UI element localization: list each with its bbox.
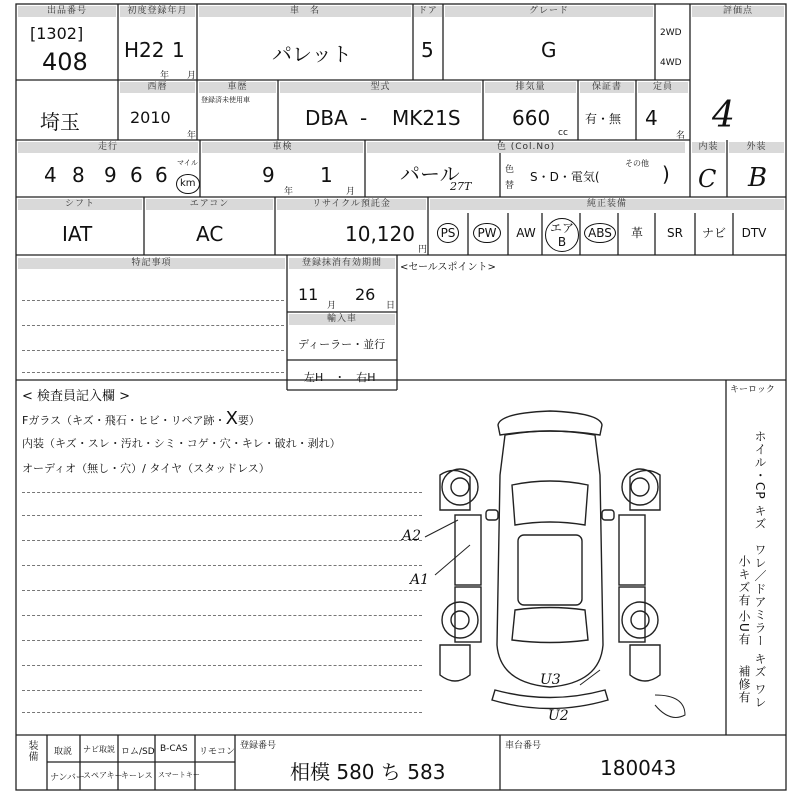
reg-expiry-month: 11: [298, 285, 319, 304]
dashed-rule: [22, 690, 422, 691]
warranty-label: 保証書: [580, 82, 634, 93]
damage-mark-u2: U2: [548, 708, 569, 724]
era-year: H22: [124, 38, 165, 62]
mileage-digit: 8: [72, 163, 85, 187]
rear-bumper: [492, 690, 608, 709]
history-label: 車歴: [199, 82, 276, 93]
history-note: 登録済未使用車: [201, 96, 250, 104]
insp-year: 9: [262, 163, 275, 187]
cc-unit: cc: [558, 128, 568, 138]
lot-code: [1302]: [30, 24, 84, 43]
left-rear-fender: [440, 645, 470, 681]
shift-label: シフト: [18, 199, 142, 210]
left-front-door: [455, 515, 481, 585]
equip-ps: PS: [437, 223, 460, 243]
inspection-title: < 検査員記入欄 >: [22, 389, 131, 404]
equip-navi: ナビ: [701, 226, 726, 240]
drive-4wd: 4WD: [660, 58, 682, 68]
footer-item-plate: ナンバー: [50, 773, 85, 783]
windshield-line: [22, 408, 260, 429]
dashed-rule: [22, 615, 422, 616]
right-front-door: [619, 515, 645, 585]
dashed-rule: [22, 712, 422, 713]
capacity: 4: [645, 106, 658, 130]
chassis-number: 180043: [600, 756, 677, 780]
footer-item-smart-key: スマートキー: [158, 771, 200, 779]
color-code: 27T: [450, 180, 472, 193]
year-unit-2: 年: [187, 131, 197, 141]
import-type: ディーラー・並行: [298, 338, 386, 351]
paint-close: ): [662, 162, 670, 186]
equip-sunroof: SR: [667, 226, 683, 240]
cc-label: 排気量: [485, 82, 576, 93]
dashed-rule: [22, 300, 284, 301]
recycle-amount: 10,120: [345, 222, 415, 246]
windshield-text: Fガラス（キズ・飛石・ヒビ・リペア跡・: [22, 414, 226, 427]
recycle-unit: 円: [418, 245, 428, 255]
equip-airbag: エアB: [545, 218, 579, 252]
wheel-fr: [622, 469, 658, 505]
keylock-label: キーロック: [730, 385, 775, 395]
damage-mark-u3: U3: [540, 672, 561, 688]
displacement: 660: [512, 106, 551, 130]
dashed-rule: [22, 492, 422, 493]
dashed-rule: [22, 540, 422, 541]
interior-line: 内装（キズ・スレ・汚れ・シミ・コゲ・穴・キレ・破れ・剥れ）: [22, 437, 341, 450]
region: 埼玉: [40, 110, 80, 134]
color-sub-1: 色: [505, 165, 515, 175]
reg-day-unit: 日: [386, 301, 396, 311]
reg-expiry-label: 登録抹消有効期間: [289, 258, 395, 269]
inspection-label: 車検: [202, 142, 363, 153]
dashed-rule: [22, 665, 422, 666]
interior-score: C: [698, 165, 717, 193]
capacity-label: 定員: [638, 82, 688, 93]
recycle-label: リサイクル預託金: [277, 199, 426, 210]
damage-mark-a1: A1: [410, 572, 430, 588]
dashed-rule: [22, 565, 422, 566]
equip-leather: 革: [630, 226, 643, 240]
footer-item-rom-sd: ロム/SD: [121, 747, 155, 757]
note-dent: 小U有: [737, 610, 751, 646]
reg-month-unit: 月: [327, 301, 337, 311]
ac-label: エアコン: [146, 199, 273, 210]
warranty: 有・無: [585, 112, 622, 126]
mileage-digit: 9: [104, 163, 117, 187]
reg-month: 1: [172, 38, 185, 62]
insp-month: 1: [320, 163, 333, 187]
body-color: パール: [400, 162, 460, 186]
dashed-rule: [22, 372, 284, 373]
wheel-rl: [442, 602, 478, 638]
dashed-rule: [22, 640, 422, 641]
wheel-fl: [442, 469, 478, 505]
mileage-digit: 6: [155, 163, 168, 187]
aircon: AC: [196, 222, 224, 246]
footer-item-manual: 取説: [54, 747, 73, 757]
lot-number: 408: [42, 48, 88, 76]
audio-tire-line: オーディオ（無し・穴）/ タイヤ（スタッドレス）: [22, 462, 270, 475]
handle-side: 左H ・ 右H: [304, 371, 376, 384]
dashed-rule: [22, 350, 284, 351]
model-code: MK21S: [392, 106, 461, 130]
note-scratch: 小キズ有: [737, 555, 751, 607]
wheel-rr: [622, 602, 658, 638]
equip-pw: PW: [473, 223, 500, 243]
windshield-end: 要）: [237, 414, 260, 427]
equip-dtv: DTV: [741, 226, 767, 240]
equip-abs: ABS: [584, 223, 616, 243]
paint-other: その他: [625, 159, 649, 168]
first-reg-label: 初度登録年月: [120, 6, 195, 17]
model-prefix: DBA: [305, 106, 348, 130]
insp-year-unit: 年: [284, 187, 294, 197]
footer-item-bcas: B-CAS: [160, 744, 188, 754]
score: 4: [712, 95, 735, 136]
rear-window: [512, 608, 588, 643]
color-sub-2: 替: [505, 181, 515, 191]
car-name: パレット: [272, 42, 352, 66]
car-name-label: 車 名: [199, 6, 411, 17]
reg-expiry-day: 26: [355, 285, 376, 304]
equip-side-label: 装備: [26, 740, 37, 762]
sales-point-label: <セールスポイント>: [400, 262, 496, 273]
dashed-rule: [22, 590, 422, 591]
mileage-label: 走行: [18, 142, 198, 153]
wheel-mirror-note: ホイル・CP キズ ワレ／ドアミラー キズ ワレ: [753, 430, 767, 710]
lot-label: 出品番号: [18, 6, 116, 17]
special-label: 特記事項: [18, 258, 285, 269]
import-label: 輸入車: [289, 314, 395, 325]
grade: G: [541, 38, 557, 62]
color-label: 色 (Col.No): [367, 142, 685, 153]
dashed-rule: [22, 325, 284, 326]
footer-item-navi-manual: ナビ取説: [83, 745, 115, 754]
model-year: 2010: [130, 108, 171, 127]
shift: IAT: [62, 222, 93, 246]
mileage-digit: 6: [130, 163, 143, 187]
door-label: ドア: [414, 6, 442, 17]
windshield-mark: X: [225, 408, 238, 429]
year-unit: 年: [160, 71, 170, 81]
interior-label: 内装: [692, 142, 725, 153]
model-dash: -: [360, 106, 368, 130]
roof: [518, 535, 582, 605]
damage-mark-a2: A2: [402, 528, 422, 544]
drive-2wd: 2WD: [660, 28, 682, 38]
dashed-rule: [22, 515, 422, 516]
note-repair: 補修有: [737, 665, 751, 704]
plate-label: 登録番号: [240, 741, 277, 751]
capacity-unit: 名: [676, 131, 686, 141]
equipment-label: 純正装備: [430, 199, 784, 210]
insp-month-unit: 月: [346, 187, 356, 197]
year-label: 西暦: [120, 82, 195, 93]
mile-tag: マイル: [177, 159, 198, 167]
exterior-label: 外装: [729, 142, 784, 153]
paint-options: S・D・電気(: [530, 170, 600, 184]
windshield: [512, 481, 588, 525]
equip-aw: AW: [516, 226, 536, 240]
footer-item-spare-key: スペアキー: [83, 771, 123, 780]
footer-item-remote: リモコン: [199, 747, 236, 757]
plate-number: 相模 580 ち 583: [290, 760, 446, 784]
right-rear-fender: [630, 645, 660, 681]
km-tag: km: [176, 174, 200, 194]
score-label: 評価点: [692, 6, 784, 17]
doors: 5: [421, 38, 434, 62]
footer-item-keyless: キーレス: [121, 771, 153, 780]
exterior-score: B: [748, 163, 768, 193]
chassis-label: 車台番号: [505, 741, 542, 751]
mileage-digit: 4: [44, 163, 57, 187]
model-label: 型式: [280, 82, 481, 93]
grade-label: グレード: [445, 6, 653, 17]
car-body: [497, 431, 603, 687]
month-unit: 月: [187, 71, 197, 81]
